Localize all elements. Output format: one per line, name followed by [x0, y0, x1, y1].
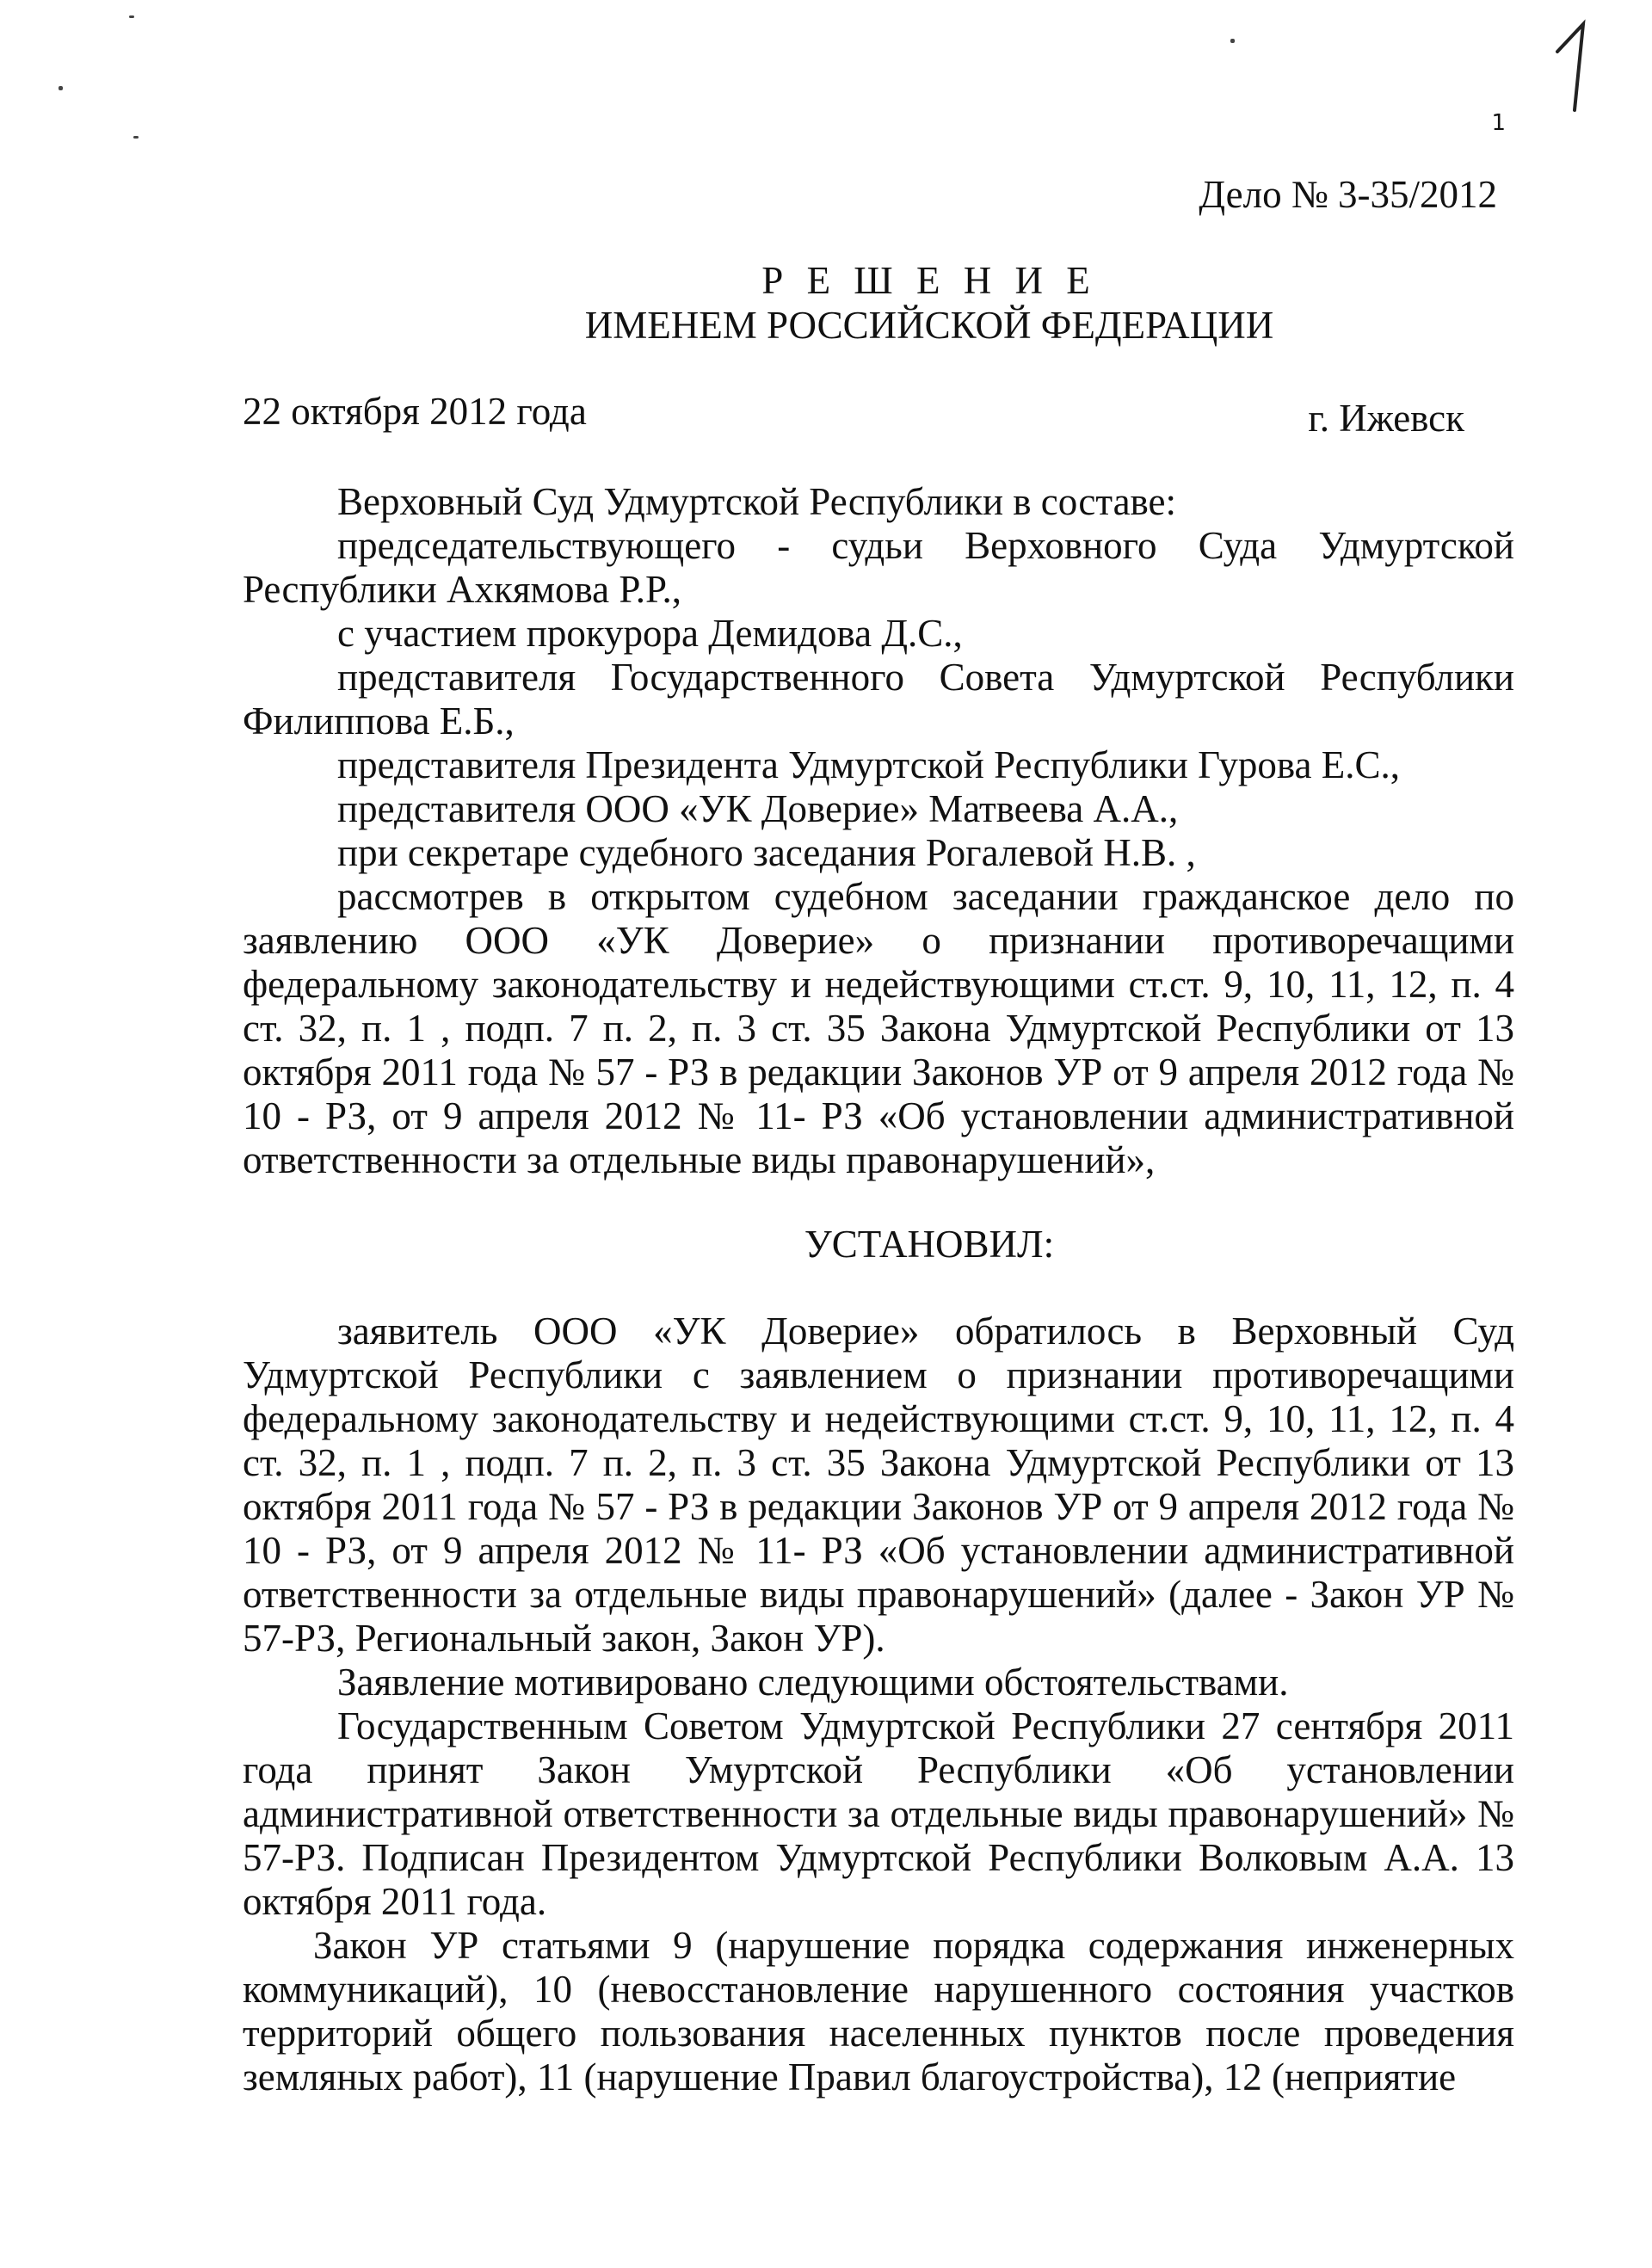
court-composition	[243, 480, 1514, 1182]
section-heading: УСТАНОВИЛ:	[804, 1223, 1055, 1266]
document-subtitle: ИМЕНЕМ РОССИЙСКОЙ ФЕДЕРАЦИИ	[584, 304, 1274, 347]
scan-speck	[1230, 39, 1235, 43]
established-text	[243, 1310, 1514, 2099]
established-paragraph: Закон УР статьями 9 (нарушение порядка содержания инженерных коммуникаций), 10 (невосстановление нарушенного состояния участков территорий общего пользования населенных пунктов после проведения земляных работ), 11 (нарушение Правил благоустройства), 12 (неприятие	[243, 1924, 1514, 2099]
scan-speck	[133, 136, 139, 139]
composition-line: с участием прокурора Демидова Д.С.,	[337, 612, 963, 655]
composition-line: председательствующего - судьи Верховного Суда Удмуртской Республики Ахкямова Р.Р.,	[243, 524, 1514, 611]
established-paragraph: Государственным Советом Удмуртской Республики 27 сентября 2011 года принят Закон Умуртской Республики «Об установлении административной ответственности за отдельные виды правонарушений» № 57-РЗ. Подписан Президентом Удмуртской Республики Волковым А.А. 13 октября 2011 года.	[243, 1704, 1514, 1923]
scan-speck	[129, 15, 134, 18]
case-number: Дело № 3-35/2012	[1199, 173, 1497, 216]
composition-line: Верховный Суд Удмуртской Республики в составе:	[337, 480, 1177, 523]
established-paragraph: Заявление мотивировано следующими обстоятельствами.	[337, 1661, 1289, 1704]
decision-city: г. Ижевск	[1308, 397, 1464, 440]
composition-line: рассмотрев в открытом судебном заседании гражданское дело по заявлению ООО «УК Доверие» о признании противоречащими федеральному законодательству и недействующими ст.ст. 9, 10, 11, 12, п. 4 ст. 32, п. 1 , подп. 7 п. 2, п. 3 ст. 35 Закона Удмуртской Республики от 13 октября 2011 года № 57 - РЗ в редакции Законов УР от 9 апреля 2012 года № 10 - РЗ, от 9 апреля 2012 № 11- РЗ «Об установлении административной ответственности за отдельные виды правонарушений»,	[243, 875, 1514, 1181]
scan-speck	[59, 86, 63, 90]
page-number: 1	[1491, 110, 1506, 136]
decision-date: 22 октября 2012 года	[243, 390, 587, 433]
document-title: Р Е Ш Е Н И Е	[761, 259, 1097, 302]
composition-line: представителя Президента Удмуртской Республики Гурова Е.С.,	[337, 743, 1401, 786]
handwritten-mark	[1549, 17, 1600, 112]
date-line	[243, 389, 1464, 440]
established-paragraph: заявитель ООО «УК Доверие» обратилось в Верховный Суд Удмуртской Республики с заявлением о признании противоречащими федеральному законодательству и недействующими ст.ст. 9, 10, 11, 12, п. 4 ст. 32, п. 1 , подп. 7 п. 2, п. 3 ст. 35 Закона Удмуртской Республики от 13 октября 2011 года № 57 - РЗ в редакции Законов УР от 9 апреля 2012 года № 10 - РЗ, от 9 апреля 2012 № 11- РЗ «Об установлении административной ответственности за отдельные виды правонарушений» (далее - Закон УР № 57-РЗ, Региональный закон, Закон УР).	[243, 1310, 1514, 1660]
composition-line: представителя ООО «УК Доверие» Матвеева А.А.,	[337, 787, 1179, 830]
composition-line: представителя Государственного Совета Удмуртской Республики Филиппова Е.Б.,	[243, 656, 1514, 743]
composition-line: при секретаре судебного заседания Рогалевой Н.В. ,	[337, 831, 1196, 874]
